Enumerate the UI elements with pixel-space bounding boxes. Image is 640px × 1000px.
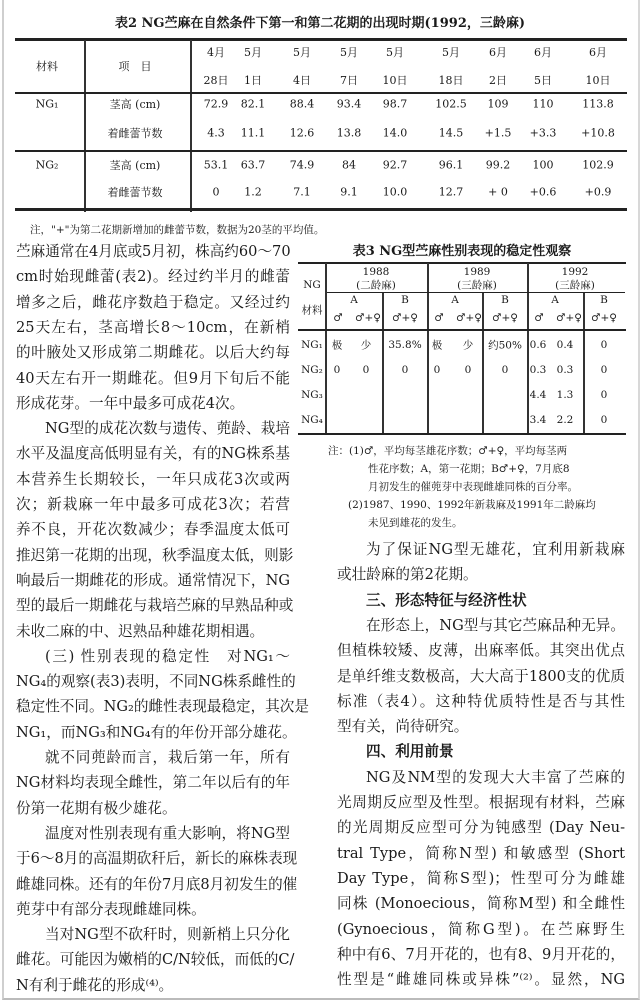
section-heading: 四、利用前景 bbox=[366, 743, 454, 761]
body-text-line: NG₁，而NG₃和NG₄有的年份开部分雄花。 bbox=[16, 723, 297, 741]
table2-cell: +1.5 bbox=[484, 126, 512, 140]
table2-material: NG₂ bbox=[35, 158, 59, 172]
table2-cell: 63.7 bbox=[240, 158, 266, 172]
table2-row-rule bbox=[15, 150, 627, 152]
table2-cell: 11.1 bbox=[240, 126, 266, 140]
body-text-line: 当对NG型不砍秆时，则新梢上只分化 bbox=[45, 926, 290, 944]
table2-cell: 53.1 bbox=[203, 158, 229, 172]
table2-header-day: 18日 bbox=[438, 74, 464, 87]
table3-cell: 0 bbox=[333, 364, 341, 376]
table3-cell: 2.2 bbox=[556, 414, 574, 426]
table2-bottom-rule bbox=[15, 208, 627, 211]
table2-header-month: 5月 bbox=[386, 46, 404, 59]
body-text-line: 种中有6、7月开花的，也有8、9月开花的， bbox=[337, 945, 625, 963]
table2-item: 着雌蕾节数 bbox=[107, 186, 163, 199]
table3-sym-male: ♂ bbox=[534, 312, 544, 324]
table2-cell: 88.4 bbox=[289, 97, 315, 111]
table-divider bbox=[382, 292, 384, 435]
table2-cell: 14.5 bbox=[438, 126, 464, 140]
table3-cell: 0 bbox=[464, 364, 472, 376]
body-text-line: 养不良，开花次数减少；春季温度太低可 bbox=[16, 521, 290, 539]
table-divider bbox=[583, 292, 585, 435]
body-text-line: 为了保证NG型无雄花，宜利用新栽麻 bbox=[366, 541, 625, 558]
table2-cell: 92.7 bbox=[382, 158, 408, 172]
table3-cell: 0 bbox=[501, 364, 509, 376]
table2-header-month: 5月 bbox=[340, 46, 358, 59]
table2-header-day: 10日 bbox=[382, 74, 408, 87]
body-text-line: 型的最后一期雌花与栽培苎麻的早熟品种或 bbox=[16, 597, 294, 615]
table2-header-month: 5月 bbox=[244, 46, 262, 59]
table3-ng-label: NG₃ bbox=[301, 389, 323, 401]
table2-header-rule bbox=[15, 92, 627, 94]
table2-cell: 100 bbox=[532, 158, 554, 172]
table3-cell: 0 bbox=[600, 364, 608, 376]
table2-header-day: 5日 bbox=[534, 74, 552, 87]
body-text-line: 的光周期反应型可分为钝感型 (Day Neu- bbox=[337, 819, 625, 837]
body-text-line: 响最后一期雌花的形成。通常情况下，NG bbox=[16, 571, 290, 589]
body-text-line: 形成花芽。一年中最多可成花4次。 bbox=[16, 394, 245, 412]
table3-label-a: A bbox=[350, 294, 358, 306]
body-text-line: 温度对性别表现有重大影响，将NG型 bbox=[45, 824, 290, 842]
body-text-line: tral Type，简称N型) 和敏感型 (Short bbox=[337, 844, 625, 862]
table3-sym-both: ♂+♀ bbox=[556, 312, 582, 324]
body-text-line: 40天左右开一期雌花。但9月下旬后不能 bbox=[16, 369, 290, 387]
table2-header-month: 5月 bbox=[442, 46, 460, 59]
table3-sym-both: ♂+♀ bbox=[355, 312, 381, 324]
table2-cell: 99.2 bbox=[485, 158, 511, 172]
table2-cell: 14.0 bbox=[382, 126, 408, 140]
table-divider bbox=[325, 263, 327, 435]
table3-cell: 0.4 bbox=[556, 339, 574, 351]
body-text-line: 未收二麻的中、迟熟品种雄花期相遇。 bbox=[16, 622, 265, 640]
table3-cell: 少 bbox=[360, 339, 372, 352]
table3-ng-label: NG₁ bbox=[301, 339, 323, 351]
table2-cell: 84 bbox=[342, 158, 356, 172]
table3-note-line: 月初发生的催蔸芽中表现雌雄同株的百分率。 bbox=[368, 481, 578, 493]
table3-ng-label: NG₄ bbox=[301, 414, 323, 426]
table2-header-day: 1日 bbox=[244, 74, 262, 87]
table3-header-ng: NG bbox=[303, 279, 321, 291]
table2-header-month: 6月 bbox=[489, 46, 507, 59]
body-text-line: 同株 (Monoecious，简称M型) 和全雌性 bbox=[337, 895, 625, 913]
body-text-line: 但植株较矮、皮薄，出麻率低。其突出优点 bbox=[337, 642, 625, 660]
body-text-line: 在形态上，NG型与其它苎麻品种无异。 bbox=[366, 616, 625, 634]
table3-label-b: B bbox=[600, 294, 608, 306]
body-text-line: NG材料均表现全雌性，第二年以后有的年 bbox=[16, 774, 290, 792]
table2-cell: 0 bbox=[212, 185, 220, 199]
table3-age: (三龄麻) bbox=[457, 279, 497, 292]
body-text-line: 性型是“雌雄同株或异株”⁽²⁾。显然，NG bbox=[337, 971, 625, 989]
table3-label-a: A bbox=[451, 294, 459, 306]
table2-cell: 12.6 bbox=[289, 126, 315, 140]
table3-cell: 0 bbox=[600, 414, 608, 426]
table2-cell: 74.9 bbox=[289, 158, 315, 172]
table2-header-day: 4日 bbox=[293, 74, 311, 87]
table3-cell: 4.4 bbox=[529, 389, 547, 401]
table3-note-line: 性花序数；A，第一花期；B♂+♀，7月底8 bbox=[368, 463, 570, 475]
table2-item: 茎高 (cm) bbox=[109, 159, 161, 172]
table2-cell: 109 bbox=[487, 97, 509, 111]
table2-header-item: 项 目 bbox=[118, 60, 152, 73]
table2-cell: 1.2 bbox=[244, 185, 262, 199]
body-text-line: (Gynoecious，简称G型)。在苎麻野生 bbox=[337, 920, 625, 938]
section-heading: 三、形态特征与经济性状 bbox=[366, 591, 527, 609]
table3-cell: 0 bbox=[600, 389, 608, 401]
body-text-line: 雌花。可能因为嫩梢的C/N较低，而低的C/ bbox=[16, 951, 295, 969]
table3-label-a: A bbox=[551, 294, 559, 306]
table2-cell: +0.6 bbox=[529, 185, 557, 199]
table2-cell: 93.4 bbox=[336, 97, 362, 111]
table3-sym-both: ♂+♀ bbox=[492, 312, 518, 324]
table2-header-day: 2日 bbox=[489, 74, 507, 87]
table3-top-rule bbox=[298, 262, 626, 264]
table2-cell: 98.7 bbox=[382, 97, 408, 111]
table3-sym-both: ♂+♀ bbox=[456, 312, 482, 324]
body-text-line: 就不同蔸龄而言，栽后第一年，所有 bbox=[45, 749, 290, 766]
table2-item: 着雌蕾节数 bbox=[107, 127, 163, 140]
table2-cell: 102.9 bbox=[582, 158, 614, 172]
table2-cell: 96.1 bbox=[438, 158, 464, 172]
table3-cell: 0.3 bbox=[529, 364, 547, 376]
body-text-line: 25天左右，茎高增长8～10cm，在新梢 bbox=[16, 318, 290, 336]
table3-year: 1992 bbox=[561, 266, 589, 278]
table2-header-month: 6月 bbox=[589, 46, 607, 59]
table2-cell: 82.1 bbox=[240, 97, 266, 111]
table2-header-day: 7日 bbox=[340, 74, 358, 87]
body-text-line: NG₄的观察(表3)表明，不同NG株系雌性的 bbox=[16, 673, 296, 691]
table3-cell: 极 bbox=[431, 339, 443, 352]
table-divider bbox=[190, 40, 192, 212]
body-text-line: 本营养生长期较长，一年只成花3次或两 bbox=[16, 470, 290, 488]
table3-cell: 0 bbox=[433, 364, 441, 376]
body-text-line: N有利于雌花的形成⁽⁴⁾。 bbox=[16, 976, 174, 994]
body-text-line: 雌雄同株。还有的年份7月底8月初发生的催 bbox=[16, 875, 298, 893]
table3-cell: 0 bbox=[401, 364, 409, 376]
table3-note-line: 注：(1)♂，平均每茎雄花序数；♂+♀，平均每茎两 bbox=[328, 445, 568, 457]
table3-header-material: 材料 bbox=[301, 304, 323, 317]
table3-note-line: 未见到雄花的发生。 bbox=[368, 517, 463, 529]
table2-cell: 9.1 bbox=[340, 185, 358, 199]
table-divider bbox=[527, 263, 529, 435]
table2-cell: 4.3 bbox=[207, 126, 225, 140]
table2-header-day: 10日 bbox=[585, 74, 611, 87]
body-text-line: 是单纤维支数极高，大大高于1800支的优质 bbox=[337, 667, 625, 685]
table3-ng-label: NG₂ bbox=[301, 364, 323, 376]
body-text-line: NG及NM型的发现大大丰富了苎麻的 bbox=[366, 768, 625, 786]
table2-cell: +0.9 bbox=[584, 185, 612, 199]
table2-material: NG₁ bbox=[35, 97, 59, 111]
table3-cell: 35.8% bbox=[388, 339, 422, 351]
body-text-line: 蔸芽中有部分表现雌雄同株。 bbox=[16, 900, 206, 918]
body-text-line: 推迟第一花期的出现，秋季温度太低，则影 bbox=[16, 546, 294, 564]
table3-year: 1988 bbox=[362, 266, 390, 278]
table-divider bbox=[482, 292, 484, 435]
body-text-line: 苎麻通常在4月底或5月初，株高约60～70 bbox=[16, 243, 291, 260]
table2-header-month: 6月 bbox=[534, 46, 552, 59]
body-text-line: 次；新栽麻一年中最多可成花3次；若营 bbox=[16, 496, 290, 513]
table3-note-line: (2)1987、1990、1992年新栽麻及1991年二龄麻均 bbox=[348, 499, 596, 511]
body-text-line: 型有关，尚待研究。 bbox=[337, 718, 469, 736]
table2-cell: 13.8 bbox=[336, 126, 362, 140]
body-text-line: 的叶腋处又形成第二期雌花。以后大约每 bbox=[16, 344, 290, 362]
table-divider bbox=[427, 263, 429, 435]
table3-bottom-rule bbox=[298, 433, 626, 435]
table3-cell: 少 bbox=[462, 339, 474, 352]
body-text-line: 份第一花期有极少雄花。 bbox=[16, 799, 177, 817]
table3-year: 1989 bbox=[463, 266, 491, 278]
body-text-line: 或壮龄麻的第2花期。 bbox=[337, 566, 478, 584]
table2-cell: 72.9 bbox=[203, 97, 229, 111]
table3-cell: 约50% bbox=[488, 339, 522, 352]
table3-cell: 0.3 bbox=[556, 364, 574, 376]
table3-cell: 0 bbox=[600, 339, 608, 351]
table3-sym-male: ♂ bbox=[333, 312, 343, 324]
body-text-line: 稳定性不同。NG₂的雌性表现最稳定，其次是 bbox=[16, 698, 309, 716]
table-divider bbox=[84, 40, 86, 212]
table2-title: 表2 NG苎麻在自然条件下第一和第二花期的出现时期(1992，三龄麻) bbox=[114, 16, 526, 31]
table3-age: (二龄麻) bbox=[356, 279, 396, 292]
table3-cell: 3.4 bbox=[529, 414, 547, 426]
table3-cell: 1.3 bbox=[556, 389, 574, 401]
table3-cell: 极 bbox=[331, 339, 343, 352]
table3-sym-both: ♂+♀ bbox=[392, 312, 418, 324]
table3-sym-both: ♂+♀ bbox=[591, 312, 617, 324]
table3-cell: 0 bbox=[362, 364, 370, 376]
table3-year-rule bbox=[327, 292, 625, 293]
table2-cell: 12.7 bbox=[438, 185, 464, 199]
body-text-line: 于6～8月的高温期砍秆后，新长的麻株表现 bbox=[16, 850, 298, 868]
table3-title: 表3 NG型苎麻性别表现的稳定性观察 bbox=[352, 244, 572, 259]
table2-cell: 7.1 bbox=[293, 185, 311, 199]
body-text-line: 光周期反应型及性型。根据现有材料，苎麻 bbox=[337, 794, 625, 811]
table2-cell: 10.0 bbox=[382, 185, 408, 199]
body-text-line: NG型的成花次数与遗传、蔸龄、栽培 bbox=[45, 420, 290, 438]
table3-age: (三龄麻) bbox=[555, 279, 595, 292]
body-text-line: Day Type，简称S型)；性型可分为雌雄 bbox=[337, 869, 625, 887]
table2-header-month: 5月 bbox=[293, 46, 311, 59]
table2-cell: 102.5 bbox=[435, 97, 467, 111]
table3-label-b: B bbox=[401, 294, 409, 306]
table3-sym-male: ♂ bbox=[434, 312, 444, 324]
body-text-line: 标准（表4）。这种特优质特性是否与其性 bbox=[337, 692, 625, 710]
table2-header-day: 28日 bbox=[203, 74, 229, 87]
table3-header-rule bbox=[298, 329, 626, 331]
table2-top-rule bbox=[15, 38, 627, 41]
body-text-line: (三) 性别表现的稳定性 对NG₁～ bbox=[45, 647, 290, 665]
body-text-line: 水平及温度高低明显有关，有的NG株系基 bbox=[16, 445, 290, 463]
body-text-line: 增多之后，雌花序数趋于稳定。又经过约 bbox=[16, 293, 290, 311]
table2-note: 注，"+"为第二花期新增加的雌蕾节数，数据为20茎的平均值。 bbox=[30, 224, 325, 236]
table2-cell: +3.3 bbox=[529, 126, 557, 140]
table2-cell: + 0 bbox=[488, 185, 508, 199]
table3-label-b: B bbox=[501, 294, 509, 306]
table2-header-material: 材料 bbox=[36, 60, 58, 73]
table2-cell: 110 bbox=[532, 97, 554, 111]
table3-cell: 0.6 bbox=[529, 339, 547, 351]
table2-item: 茎高 (cm) bbox=[109, 98, 161, 111]
table2-cell: 113.8 bbox=[582, 97, 614, 111]
body-text-line: cm时始现雌蕾(表2)。经过约半月的雌蕾 bbox=[16, 268, 290, 286]
table2-cell: +10.8 bbox=[581, 126, 615, 140]
table2-header-month: 4月 bbox=[207, 46, 225, 59]
